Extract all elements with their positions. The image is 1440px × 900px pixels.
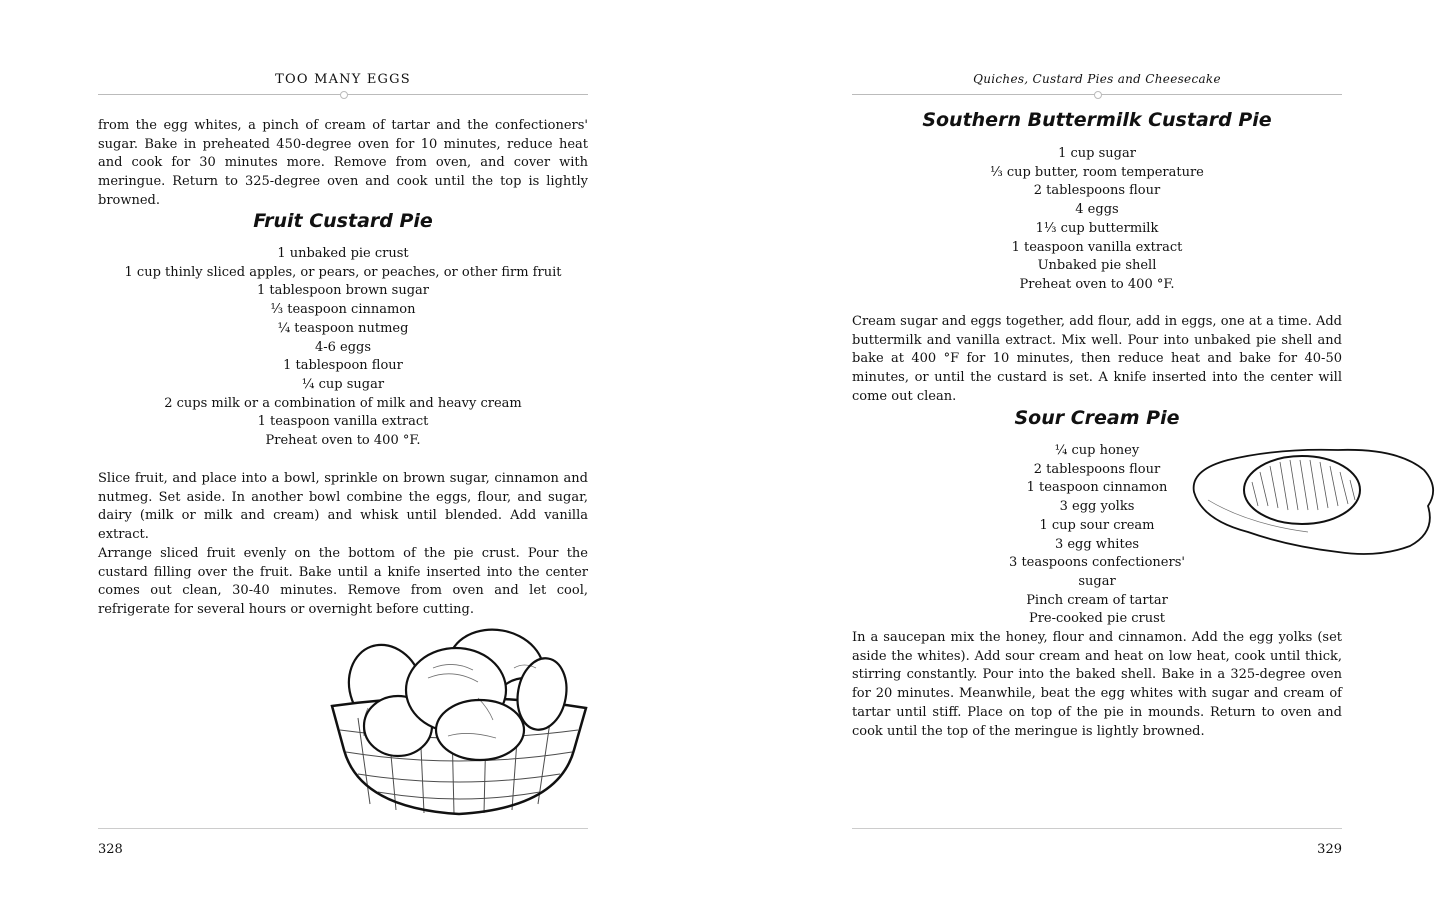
ingredient-list — [852, 145, 1342, 295]
fried-egg-illustration — [1188, 440, 1440, 560]
running-head: TOO MANY EGGS — [275, 72, 411, 87]
ingredient-item: Preheat oven to 400 °F. — [1019, 276, 1175, 292]
ingredient-item: 1 cup thinly sliced apples, or pears, or peaches, or other firm fruit — [124, 264, 562, 280]
ingredient-item: 1 cup sour cream — [1039, 517, 1155, 533]
right-page — [852, 0, 1342, 900]
footer-divider — [98, 828, 588, 829]
ingredient-item: 1 teaspoon vanilla extract — [1011, 239, 1183, 255]
ingredient-item: Unbaked pie shell — [1037, 258, 1157, 274]
ingredient-list — [992, 442, 1202, 629]
ingredient-item: 3 teaspoons confectioners' sugar — [1009, 555, 1185, 589]
ingredient-item: ¼ cup sugar — [301, 376, 385, 392]
recipe-title-sour-cream-pie: Sour Cream Pie — [1014, 407, 1180, 429]
ingredient-item: 4-6 eggs — [314, 339, 372, 355]
ingredient-item: 3 egg whites — [1054, 536, 1140, 552]
ingredient-item: 1 tablespoon brown sugar — [256, 283, 430, 299]
ingredient-item: ⅓ teaspoon cinnamon — [270, 302, 416, 318]
ingredient-item: ⅓ cup butter, room temperature — [990, 164, 1204, 180]
ingredient-item: 2 tablespoons flour — [1033, 183, 1161, 199]
left-page — [98, 0, 588, 900]
header-divider — [98, 94, 588, 95]
method-paragraph: Cream sugar and eggs together, add flour, add in eggs, one at a time. Add buttermilk and vanilla extract. Mix well. Pour into unbaked pie shell and bake at 400 °F for 10 minutes, then reduce heat and bake for 40-50 minutes, or until the custard is set. A knife inserted into the center will come out clean. — [852, 314, 1342, 404]
ingredient-item: ¼ teaspoon nutmeg — [277, 320, 409, 336]
page-number: 328 — [98, 842, 123, 857]
footer-divider — [852, 828, 1342, 829]
egg-basket-illustration — [328, 618, 590, 818]
ingredient-item: 1⅓ cup buttermilk — [1035, 220, 1159, 236]
ingredient-item: 1 cup sugar — [1058, 146, 1136, 161]
page-number: 329 — [1317, 842, 1342, 857]
ingredient-item: 1 unbaked pie crust — [277, 246, 409, 261]
ingredient-item: 2 tablespoons flour — [1033, 461, 1161, 477]
ingredient-item: 1 teaspoon cinnamon — [1026, 480, 1168, 496]
ingredient-item: Pre-cooked pie crust — [1028, 611, 1166, 627]
ingredient-item: Pinch cream of tartar — [1026, 592, 1168, 608]
recipe-title-southern-buttermilk-custard-pie: Southern Buttermilk Custard Pie — [922, 109, 1272, 131]
ingredient-item: 4 eggs — [1075, 202, 1119, 218]
method-paragraph: Arrange sliced fruit evenly on the bottom of the pie crust. Pour the custard filling over the fruit. Bake until a knife inserted into the center comes out clean, 30-40 minutes. Remove from oven and let cool, refrigerate for several hours or overnight before cutting. — [98, 546, 588, 618]
ingredient-item: Preheat oven to 400 °F. — [265, 433, 421, 449]
ingredient-item: 1 tablespoon flour — [283, 358, 403, 374]
ingredient-item: 2 cups milk or a combination of milk and heavy cream — [164, 395, 522, 411]
ingredient-item: ¼ cup honey — [1054, 443, 1140, 458]
intro-paragraph: from the egg whites, a pinch of cream of tartar and the confectioners' sugar. Bake in preheated 450-degree oven for 10 minutes, reduce heat and cook for 30 minutes more. Remove from oven, and cover with meringue. Return to 325-degree oven and cook until the top is lightly browned. — [98, 118, 588, 208]
running-head: Quiches, Custard Pies and Cheesecake — [973, 72, 1221, 86]
ingredient-list — [98, 245, 588, 451]
ingredient-item: 3 egg yolks — [1059, 499, 1135, 515]
ingredient-item: 1 teaspoon vanilla extract — [257, 414, 429, 430]
method-paragraph: In a saucepan mix the honey, flour and cinnamon. Add the egg yolks (set aside the whites). Add sour cream and heat on low heat, cook until thick, stirring constantly. Pour into the baked shell. Bake in a 325-degree oven for 20 minutes. Meanwhile, beat the egg whites with sugar and cream of tartar until stiff. Place on top of the pie in mounds. Return to oven and cook until the top of the meringue is lightly browned. — [852, 630, 1342, 739]
method-paragraph: Slice fruit, and place into a bowl, sprinkle on brown sugar, cinnamon and nutmeg. Set aside. In another bowl combine the eggs, flour, and sugar, dairy (milk or milk and cream) and whisk until blended. Add vanilla extract. — [98, 471, 588, 543]
recipe-title-fruit-custard-pie: Fruit Custard Pie — [253, 210, 433, 232]
header-divider — [852, 94, 1342, 95]
